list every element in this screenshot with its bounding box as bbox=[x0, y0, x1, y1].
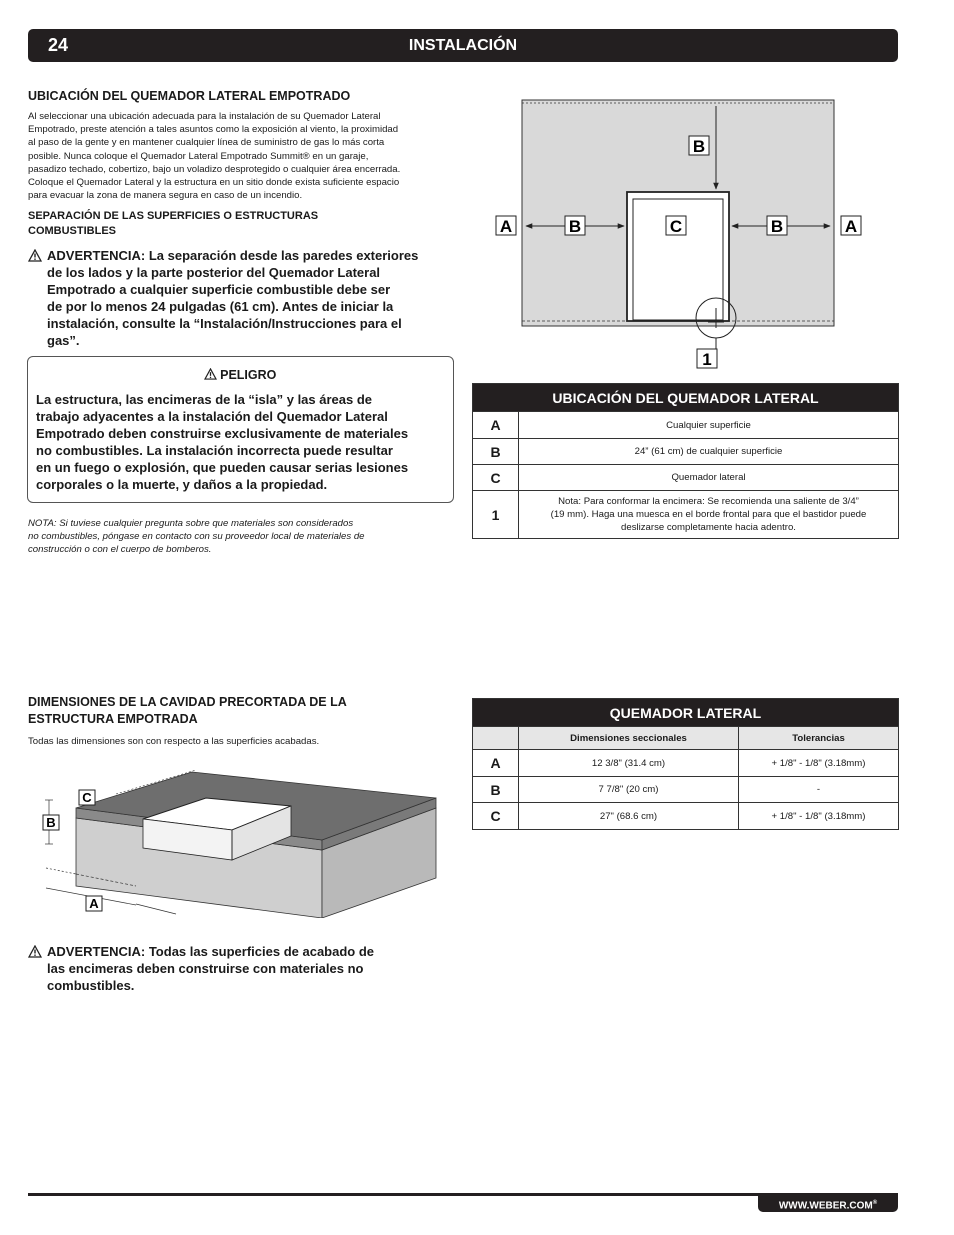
label-c: C bbox=[82, 790, 92, 805]
corner-cell bbox=[473, 727, 519, 750]
paragraph-line: Al seleccionar una ubicación adecuada para la instalación de su Quemador Lateral bbox=[28, 111, 381, 122]
paragraph-line: al paso de la gente y en mantener cualquier línea de suministro de gas lo más corta bbox=[28, 137, 385, 149]
paragraph-line: pasadizo techado, cobertizo, bajo un voladizo desprotegido o cualquier área encerrada. bbox=[28, 163, 401, 175]
page-title: INSTALACIÓN bbox=[408, 37, 518, 54]
row-letter: 1 bbox=[473, 491, 519, 539]
warning-line: ADVERTENCIA: La separación desde las paredes exteriores bbox=[47, 248, 419, 263]
label-a-right: A bbox=[844, 217, 858, 236]
warning-line: las encimeras deben construirse con materiales no bbox=[47, 961, 364, 976]
note-line: construcción o con el cuerpo de bomberos. bbox=[28, 544, 212, 555]
warning-line: de los lados y la parte posterior del Quemador Lateral bbox=[47, 265, 381, 280]
danger-line: Empotrado deben construirse exclusivamente de materiales bbox=[36, 426, 409, 441]
row-letter: B bbox=[473, 777, 519, 803]
paragraph-line: Coloque el Quemador Lateral y la estructura en un sitio donde exista suficiente espacio bbox=[28, 177, 400, 189]
section-heading-location: UBICACIÓN DEL QUEMADOR LATERAL EMPOTRADO bbox=[28, 89, 351, 103]
page-header bbox=[28, 29, 898, 62]
footer-website bbox=[758, 1194, 898, 1212]
row-description-note bbox=[519, 491, 899, 539]
warning-line: instalación, consulte la “Instalación/Instrucciones para el bbox=[47, 316, 402, 331]
registered-mark: ® bbox=[872, 1200, 878, 1206]
warning-triangle-icon bbox=[28, 945, 42, 958]
warning-line: Empotrado a cualquier superficie combustible debe ser bbox=[47, 282, 391, 297]
label-b-top: B bbox=[692, 137, 706, 156]
label-c: C bbox=[669, 217, 683, 236]
dimensions-table bbox=[472, 698, 899, 830]
warning-line: de por lo menos 24 pulgadas (61 cm). Antes de iniciar la bbox=[47, 299, 394, 314]
note-line: no combustibles, póngase en contacto con su proveedor local de materiales de bbox=[28, 531, 365, 542]
section-heading-dimensions bbox=[28, 694, 347, 728]
danger-line: en un fuego o explosión, que pueden causar serias lesiones bbox=[36, 460, 409, 475]
row-letter: A bbox=[473, 412, 519, 439]
row-dimension: 7 7/8" (20 cm) bbox=[519, 777, 739, 803]
danger-body bbox=[36, 391, 448, 493]
danger-line: trabajo adyacentes a la instalación del Quemador Lateral bbox=[36, 409, 388, 424]
dimensions-subtext: Todas las dimensiones son con respecto a las superficies acabadas. bbox=[28, 736, 320, 747]
row-letter: A bbox=[473, 750, 519, 777]
danger-line: no combustibles. La instalación incorrecta puede resultar bbox=[36, 443, 393, 458]
paragraph-line: Empotrado, preste atención a tales asuntos como la exposición al viento, la proximidad bbox=[28, 124, 399, 136]
heading-line: ESTRUCTURA EMPOTRADA bbox=[28, 712, 198, 726]
row-tolerance: + 1/8" - 1/8" (3.18mm) bbox=[739, 803, 899, 830]
warning-finish-surfaces bbox=[28, 943, 458, 994]
dimensions-table-title: QUEMADOR LATERAL bbox=[473, 699, 899, 727]
paragraph-line: posible. Nunca coloque el Quemador Lateral Empotrado Summit® en un garaje, bbox=[28, 150, 369, 162]
paragraph-line: para evacuar la zona de manera segura en caso de un incendio. bbox=[28, 190, 303, 202]
label-b-right: B bbox=[770, 217, 784, 236]
page-number: 24 bbox=[48, 35, 69, 55]
danger-line: corporales o la muerte, y daños a la propiedad. bbox=[36, 477, 328, 492]
row-dimension: 12 3/8" (31.4 cm) bbox=[519, 750, 739, 777]
warning-triangle-icon bbox=[204, 368, 217, 380]
row-letter: C bbox=[473, 803, 519, 830]
location-paragraph bbox=[28, 110, 458, 202]
location-table-title: UBICACIÓN DEL QUEMADOR LATERAL bbox=[473, 384, 899, 412]
subheading-line: SEPARACIÓN DE LAS SUPERFICIES O ESTRUCTURAS bbox=[28, 210, 319, 222]
warning-line: gas”. bbox=[47, 333, 80, 348]
note-materials bbox=[28, 517, 458, 556]
warning-line: ADVERTENCIA: Todas las superficies de acabado de bbox=[47, 944, 375, 959]
subheading-line: COMBUSTIBLES bbox=[28, 225, 116, 237]
label-b: B bbox=[46, 815, 56, 830]
label-b-left: B bbox=[568, 217, 582, 236]
label-a-left: A bbox=[499, 217, 513, 236]
label-callout-1: 1 bbox=[702, 350, 712, 369]
row-tolerance: + 1/8" - 1/8" (3.18mm) bbox=[739, 750, 899, 777]
note-line: (19 mm). Haga una muesca en el borde frontal para que el bastidor puede bbox=[550, 509, 867, 520]
danger-title bbox=[28, 368, 452, 382]
row-description: 24” (61 cm) de cualquier superficie bbox=[519, 439, 899, 465]
location-diagram bbox=[490, 96, 870, 376]
danger-line: La estructura, las encimeras de la “isla” y las áreas de bbox=[36, 392, 373, 407]
burner-cutout bbox=[627, 192, 729, 321]
row-letter: B bbox=[473, 439, 519, 465]
warning-triangle-icon bbox=[28, 249, 42, 262]
note-line: Nota: Para conformar la encimera: Se recomienda una saliente de 3/4” bbox=[558, 496, 859, 507]
warning-separation bbox=[28, 247, 458, 349]
note-line: NOTA: Si tuviese cualquier pregunta sobre que materiales son considerados bbox=[28, 518, 354, 529]
heading-line: DIMENSIONES DE LA CAVIDAD PRECORTADA DE LA bbox=[28, 695, 347, 709]
col-header-dimensions: Dimensiones seccionales bbox=[519, 727, 739, 750]
row-dimension: 27" (68.6 cm) bbox=[519, 803, 739, 830]
danger-box bbox=[27, 356, 454, 503]
note-line: deslizarse completamente hacia adentro. bbox=[621, 522, 796, 533]
label-a: A bbox=[89, 896, 99, 911]
row-letter: C bbox=[473, 465, 519, 491]
col-header-tolerances: Tolerancias bbox=[739, 727, 899, 750]
warning-line: combustibles. bbox=[47, 978, 135, 993]
subheading-separation bbox=[28, 209, 318, 239]
cutout-diagram bbox=[36, 768, 440, 918]
row-description: Cualquier superficie bbox=[519, 412, 899, 439]
row-description: Quemador lateral bbox=[519, 465, 899, 491]
danger-title-text: PELIGRO bbox=[220, 368, 277, 382]
website-text: WWW.WEBER.COM bbox=[778, 1200, 873, 1212]
location-table bbox=[472, 383, 899, 539]
row-tolerance: - bbox=[739, 777, 899, 803]
